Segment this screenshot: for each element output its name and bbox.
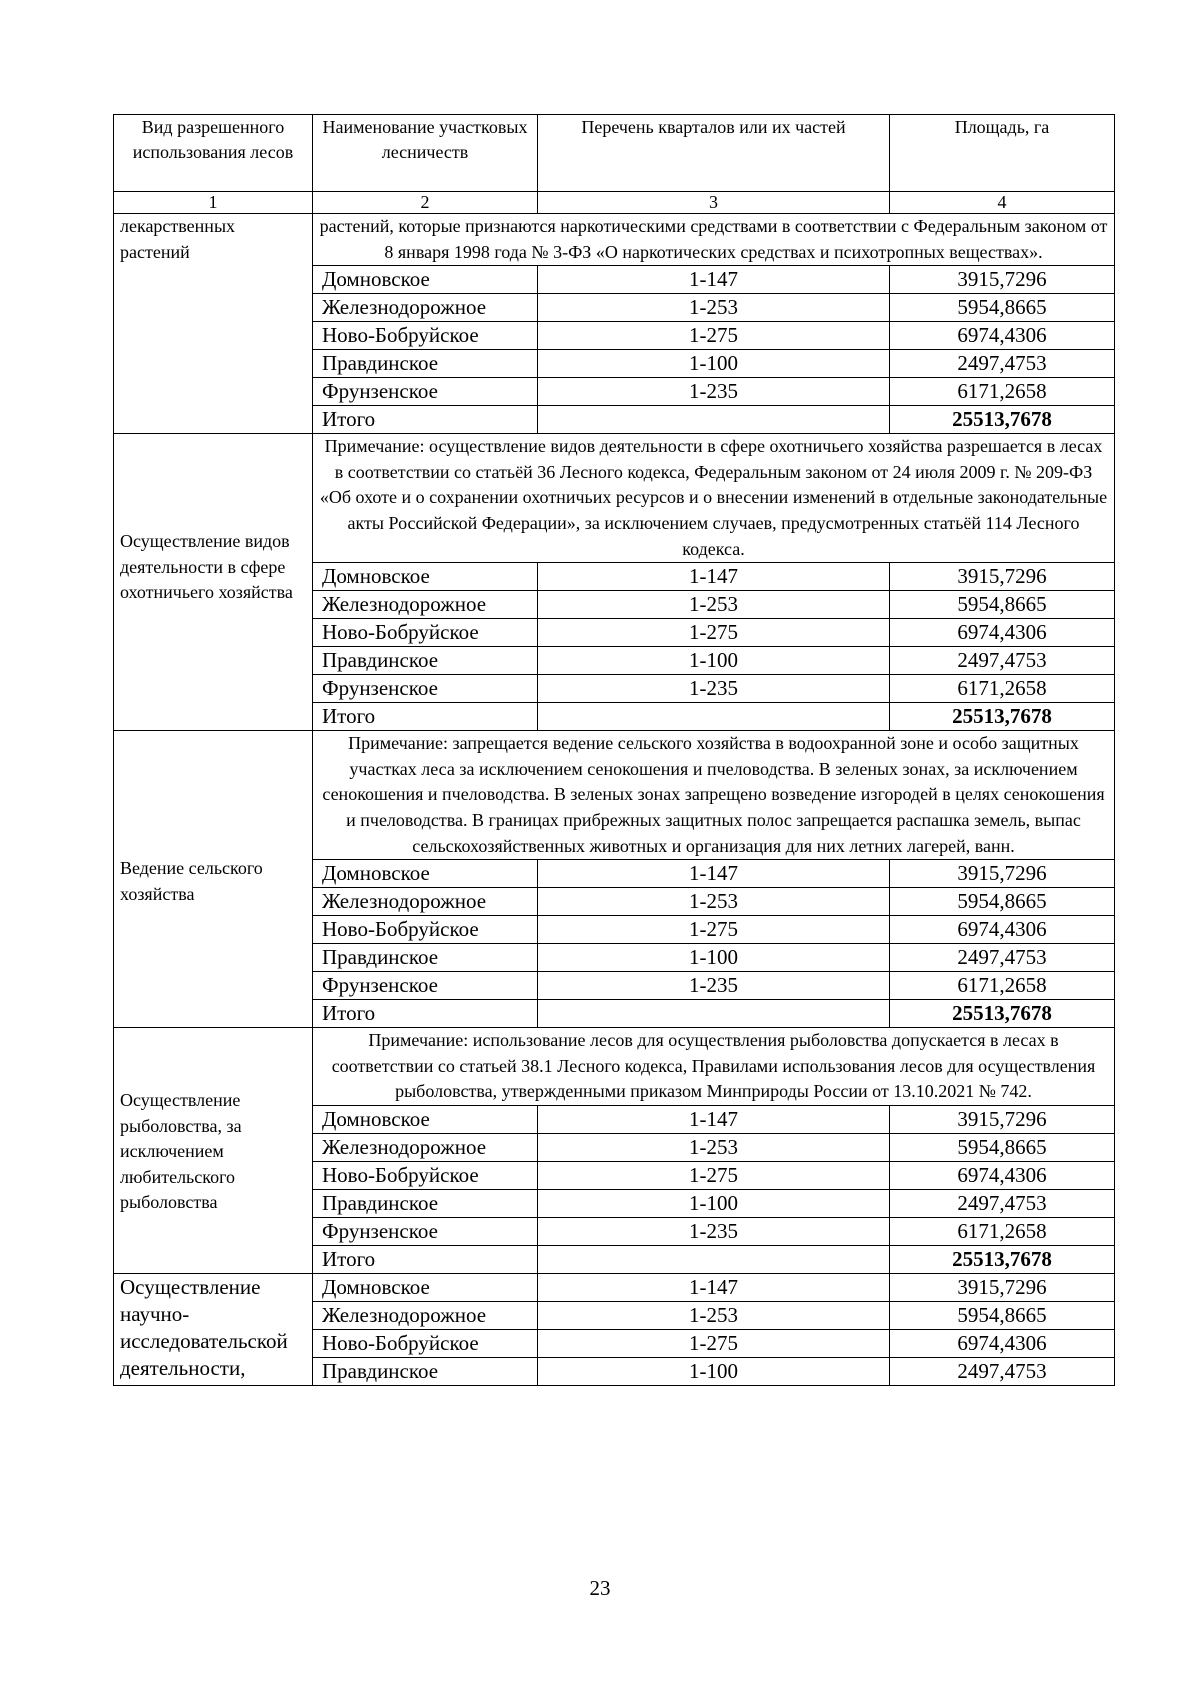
area-cell: 6171,2658: [890, 1217, 1115, 1245]
table-row: [114, 1273, 1115, 1301]
forestry-name-cell: Домновское: [313, 860, 538, 888]
use-type-cell: Осуществление научно-исследовательской деятельности,: [114, 1273, 313, 1385]
quarters-cell: 1-235: [538, 378, 890, 406]
area-cell: 3915,7296: [890, 266, 1115, 294]
area-cell: 5954,8665: [890, 1301, 1115, 1329]
total-area-cell: 25513,7678: [890, 703, 1115, 731]
quarters-cell: 1-147: [538, 266, 890, 294]
quarters-cell: 1-235: [538, 675, 890, 703]
forestry-name-cell: Железнодорожное: [313, 888, 538, 916]
column-number-row: [114, 192, 1115, 214]
column-number: 1: [114, 192, 313, 214]
area-cell: 3915,7296: [890, 860, 1115, 888]
area-cell: 6171,2658: [890, 675, 1115, 703]
quarters-cell: 1-275: [538, 1329, 890, 1357]
total-label-cell: Итого: [313, 703, 538, 731]
area-cell: 2497,4753: [890, 350, 1115, 378]
forestry-name-cell: Правдинское: [313, 1189, 538, 1217]
header-forestry-name: Наименование участковых лесничеств: [313, 115, 538, 192]
empty-cell: [538, 1000, 890, 1028]
header-area: Площадь, га: [890, 115, 1115, 192]
forestry-name-cell: Правдинское: [313, 944, 538, 972]
forestry-name-cell: Ново-Бобруйское: [313, 619, 538, 647]
total-area-cell: 25513,7678: [890, 1245, 1115, 1273]
area-cell: 6974,4306: [890, 916, 1115, 944]
forestry-name-cell: Фрунзенское: [313, 378, 538, 406]
empty-cell: [538, 406, 890, 434]
forestry-name-cell: Домновское: [313, 563, 538, 591]
forestry-name-cell: Ново-Бобруйское: [313, 1161, 538, 1189]
area-cell: 6171,2658: [890, 972, 1115, 1000]
forestry-name-cell: Фрунзенское: [313, 1217, 538, 1245]
quarters-cell: 1-235: [538, 972, 890, 1000]
quarters-cell: 1-100: [538, 1189, 890, 1217]
total-area-cell: 25513,7678: [890, 1000, 1115, 1028]
forestry-name-cell: Правдинское: [313, 350, 538, 378]
area-cell: 6974,4306: [890, 619, 1115, 647]
area-cell: 5954,8665: [890, 294, 1115, 322]
quarters-cell: 1-253: [538, 1301, 890, 1329]
forestry-name-cell: Железнодорожное: [313, 1301, 538, 1329]
use-type-cell: Осуществление рыболовства, за исключением любительского рыболовства: [114, 1028, 313, 1274]
quarters-cell: 1-100: [538, 647, 890, 675]
quarters-cell: 1-275: [538, 916, 890, 944]
quarters-cell: 1-147: [538, 1273, 890, 1301]
quarters-cell: 1-147: [538, 563, 890, 591]
area-cell: 5954,8665: [890, 591, 1115, 619]
note-row: [114, 434, 1115, 563]
area-cell: 2497,4753: [890, 944, 1115, 972]
area-cell: 6171,2658: [890, 378, 1115, 406]
column-number: 3: [538, 192, 890, 214]
table-header-row: [114, 115, 1115, 192]
area-cell: 3915,7296: [890, 563, 1115, 591]
quarters-cell: 1-253: [538, 294, 890, 322]
use-type-cell: Осуществление видов деятельности в сфере охотничьего хозяйства: [114, 434, 313, 731]
total-label-cell: Итого: [313, 1000, 538, 1028]
header-use-type: Вид разрешенного использования лесов: [114, 115, 313, 192]
note-text: растений, которые признаются наркотическими средствами в соответствии с Федеральным законом от 8 января 1998 года № 3-ФЗ «О наркотических средствах и психотропных веществах».: [313, 214, 1115, 266]
quarters-cell: 1-253: [538, 591, 890, 619]
forestry-name-cell: Фрунзенское: [313, 972, 538, 1000]
forest-use-table: [113, 114, 1115, 1386]
quarters-cell: 1-100: [538, 944, 890, 972]
forestry-name-cell: Железнодорожное: [313, 1133, 538, 1161]
note-text: Примечание: запрещается ведение сельского хозяйства в водоохранной зоне и особо защитных участках леса за исключением сенокошения и пчеловодства. В зеленых зонах, за исключением сенокошения и пчеловодства. В зеленых зонах запрещено возведение изгородей в целях сенокошения и пчеловодства. В границах прибрежных защитных полос запрещается распашка земель, выпас сельскохозяйственных животных и организация для них летних лагерей, ванн.: [313, 731, 1115, 860]
area-cell: 6974,4306: [890, 1329, 1115, 1357]
total-area-cell: 25513,7678: [890, 406, 1115, 434]
area-cell: 2497,4753: [890, 647, 1115, 675]
page-number: 23: [589, 1576, 611, 1600]
empty-cell: [538, 703, 890, 731]
quarters-cell: 1-275: [538, 1161, 890, 1189]
area-cell: 6974,4306: [890, 1161, 1115, 1189]
forestry-name-cell: Ново-Бобруйское: [313, 1329, 538, 1357]
area-cell: 3915,7296: [890, 1105, 1115, 1133]
area-cell: 2497,4753: [890, 1357, 1115, 1385]
forestry-name-cell: Домновское: [313, 1105, 538, 1133]
total-label-cell: Итого: [313, 406, 538, 434]
forestry-name-cell: Домновское: [313, 1273, 538, 1301]
quarters-cell: 1-147: [538, 860, 890, 888]
forestry-name-cell: Железнодорожное: [313, 591, 538, 619]
forestry-name-cell: Правдинское: [313, 1357, 538, 1385]
use-type-cell: лекарственных растений: [114, 214, 313, 434]
area-cell: 6974,4306: [890, 322, 1115, 350]
empty-cell: [538, 1245, 890, 1273]
forestry-name-cell: Домновское: [313, 266, 538, 294]
note-row: [114, 731, 1115, 860]
area-cell: 2497,4753: [890, 1189, 1115, 1217]
note-text: Примечание: осуществление видов деятельности в сфере охотничьего хозяйства разрешается в лесах в соответствии со статьёй 36 Лесного кодекса, Федеральным законом от 24 июля 2009 г. № 209-ФЗ «Об охоте и о сохранении охотничьих ресурсов и о внесении изменений в отдельные законодательные акты Российской Федерации», за исключением случаев, предусмотренных статьёй 114 Лесного кодекса.: [313, 434, 1115, 563]
quarters-cell: 1-100: [538, 1357, 890, 1385]
area-cell: 5954,8665: [890, 888, 1115, 916]
header-quarters-list: Перечень кварталов или их частей: [538, 115, 890, 192]
forestry-name-cell: Фрунзенское: [313, 675, 538, 703]
quarters-cell: 1-253: [538, 888, 890, 916]
note-row: [114, 1028, 1115, 1106]
quarters-cell: 1-147: [538, 1105, 890, 1133]
forestry-name-cell: Ново-Бобруйское: [313, 916, 538, 944]
note-row: [114, 214, 1115, 266]
column-number: 4: [890, 192, 1115, 214]
quarters-cell: 1-275: [538, 322, 890, 350]
area-cell: 3915,7296: [890, 1273, 1115, 1301]
quarters-cell: 1-275: [538, 619, 890, 647]
forestry-name-cell: Ново-Бобруйское: [313, 322, 538, 350]
forestry-name-cell: Правдинское: [313, 647, 538, 675]
area-cell: 5954,8665: [890, 1133, 1115, 1161]
forestry-name-cell: Железнодорожное: [313, 294, 538, 322]
column-number: 2: [313, 192, 538, 214]
note-text: Примечание: использование лесов для осуществления рыболовства допускается в лесах в соответствии со статьей 38.1 Лесного кодекса, Правилами использования лесов для осуществления рыболовства, утвержденными приказом Минприроды России от 13.10.2021 № 742.: [313, 1028, 1115, 1106]
total-label-cell: Итого: [313, 1245, 538, 1273]
quarters-cell: 1-253: [538, 1133, 890, 1161]
quarters-cell: 1-235: [538, 1217, 890, 1245]
quarters-cell: 1-100: [538, 350, 890, 378]
use-type-cell: Ведение сельского хозяйства: [114, 731, 313, 1028]
